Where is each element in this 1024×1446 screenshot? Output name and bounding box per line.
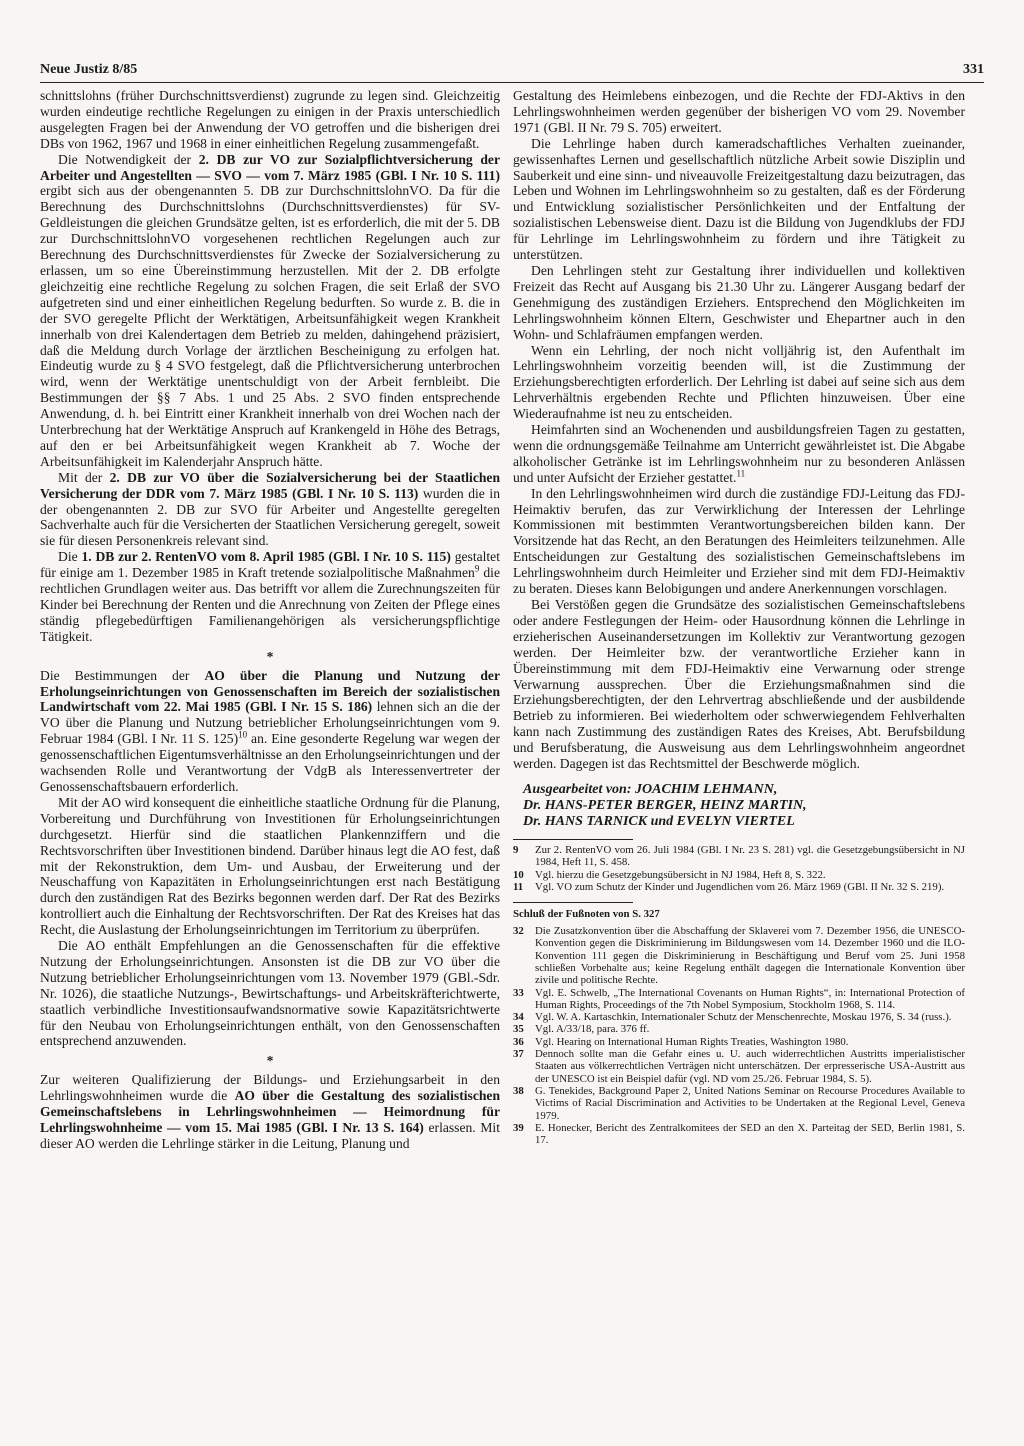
paragraph: Gestaltung des Heimlebens einbezogen, und die Rechte der FDJ-Aktivs in den Lehrlingswohnheimen werden gegenüber der bisherigen VO vom 29. November 1971 (GBl. II Nr. 79 S. 705) erweitert.: [513, 88, 965, 135]
footnotes-continued: [513, 925, 965, 1146]
footnote-text: Dennoch sollte man die Gefahr eines u. U. auch widerrechtlichen Austritts imperialistischer Staaten aus völkerrechtlichen Verträgen nicht unterschätzen. Der erpresserische USA-Austritt aus der UNESCO ist ein Beispiel dafür (vgl. ND vom 25./26. Februar 1984, S. 5).: [535, 1048, 965, 1085]
section-separator: *: [266, 648, 274, 664]
footnote-number: 37: [513, 1048, 524, 1061]
authors-line: Dr. HANS TARNICK und EVELYN VIERTEL: [523, 813, 795, 829]
footnote-text: G. Tenekides, Background Paper 2, United Nations Seminar on Recourse Procedures Available to Victims of Racial Discrimination and Activities to be Undertaken at the Regional Level, Geneva 1979.: [535, 1084, 965, 1122]
footnote: [513, 1036, 965, 1048]
legal-reference: AO über die Gestaltung des sozialistischen Gemeinschaftslebens in Lehrlingswohnheimen — Heimordnung für Lehrlingswohnheime — vom 15. Mai 1985 (GBl. I Nr. 13 S. 164): [40, 1088, 501, 1135]
legal-reference: 2. DB zur VO zur Sozialpflichtversicherung der Arbeiter und Angestellten — SVO — vom 7. März 1985 (GBl. I Nr. 10 S. 111): [40, 151, 500, 183]
paragraph: Heimfahrten sind an Wochenenden und ausbildungsfreien Tagen zu gestatten, wenn die ordnungsgemäße Teilnahme am Unterricht gewährleistet ist. Die Abgabe alkoholischer Getränke ist im Lehrlingswohnheim nur zu besonderen Anlässen und unter Aufsicht der Erzieher gestattet.$^{11}$: [513, 422, 965, 485]
footnote: [513, 987, 965, 1012]
footnote-number: 11: [513, 880, 524, 893]
footnote-text: Vgl. W. A. Kartaschkin, Internationaler Schutz der Menschenrechte, Moskau 1976, S. 34 (russ.).: [535, 1011, 952, 1024]
footnote-text: Vgl. Hearing on International Human Rights Treaties, Washington 1980.: [535, 1035, 849, 1048]
footnote-ref: 11: [736, 468, 746, 479]
left-column: [40, 88, 500, 1152]
paragraph: Mit der 2. DB zur VO über die Sozialversicherung bei der Staatlichen Versicherung der DDR vom 7. März 1985 (GBl. I Nr. 10 S. 113) wurden die in der obengenannten 2. DB zur SVO für Arbeiter und Angestellte geregelten Sachverhalte auch für die Versicherten der Staatlichen Versicherung geregelt, soweit sie für diesen Personenkreis relevant sind.: [40, 469, 501, 549]
footnote-text: Vgl. E. Schwelb, „The International Covenants on Human Rights“, in: International Protection of Human Rights, Proceedings of the 7th Nobel Symposium, Stockholm 1968, S. 114.: [535, 986, 965, 1011]
footnote: [513, 1085, 965, 1122]
footnote-divider: [513, 839, 633, 840]
page-header: [40, 62, 984, 83]
footnote-text: Vgl. VO zum Schutz der Kinder und Jugendlichen vom 26. März 1969 (GBl. II Nr. 32 S. 219).: [535, 880, 945, 893]
legal-reference: 1. DB zur 2. RentenVO vom 8. April 1985 (GBl. I Nr. 10 S. 115): [81, 549, 451, 565]
paragraph: Die Notwendigkeit der 2. DB zur VO zur Sozialpflichtversicherung der Arbeiter und Angestellten — SVO — vom 7. März 1985 (GBl. I Nr. 10 S. 111) ergibt sich aus der obengenannten 5. DB zur DurchschnittslohnVO. Da für die Berechnung des Durchschnittslohns (Durchschnittsverdienstes) für SV-Geldleistungen die gleichen Grundsätze gelten, ist es erforderlich, die mit der 5. DB zur DurchschnittslohnVO vorgesehenen rechtlichen Regelungen auch zur Berechnung des Durchschnittsverdienstes für Zwecke der Sozialversicherung zu erlassen, um so eine Übereinstimmung herzustellen. Mit der 2. DB erfolgte gleichzeitig eine rechtliche Regelung zu solchen Fragen, die seit Erlaß der SVO aufgetreten sind und einer einheitlichen Regelung bedurften. So wurde z. B. die in der SVO geregelte Pflicht der Werktätigen, Arbeitsunfähigkeit wegen Krankheit innerhalb von drei Kalendertagen dem Betrieb zu melden, dahingehend präzisiert, daß die Meldung durch Vorlage der ärztlichen Bescheinigung zu erfolgen hat. Eindeutig wurde zu § 4 SVO festgelegt, daß die Pflichtversicherung unterbrochen wird, wenn der Werktätige unentschuldigt von der Arbeit fernbleibt. Die Bestimmungen der §§ 7 Abs. 1 und 25 Abs. 2 SVO finden entsprechende Anwendung, d. h. bei Eintritt einer Krankheit innerhalb von drei Wochen nach der Unterbrechung hat der Werktätige Anspruch auf Krankengeld in Höhe des Betrags, auf den er bei Arbeitsunfähigkeit wegen Krankheit ab 7. Woche der Arbeitsunfähigkeit im Kalenderjahr Anspruch hätte.: [40, 151, 500, 469]
footnote-number: 35: [513, 1023, 524, 1036]
footnote-number: 10: [513, 868, 524, 881]
footnote-number: 9: [513, 843, 519, 856]
paragraph: In den Lehrlingswohnheimen wird durch die zuständige FDJ-Leitung das FDJ-Heimaktiv berufen, das zur Verwirklichung der Interessen der Lehrlinge Kommissionen mit bestimmten Verantwortungsbereichen bilden kann. Der Vorsitzende hat das Recht, an den Beratungen des Heimleiters teilzunehmen. Alle Entscheidungen zur Gestaltung des sozialistischen Gemeinschaftslebens im Lehrlingswohnheim durch Heimleiter und Erzieher sind mit dem FDJ-Heimaktiv zu beraten. Dieses kann Belobigungen und andere Anerkennungen vorschlagen.: [513, 485, 965, 597]
paragraph: Die AO enthält Empfehlungen an die Genossenschaften für die effektive Nutzung der Erholungseinrichtungen. Ansonsten ist die DB zur VO über die Nutzung betrieblicher Erholungseinrichtungen vom 13. November 1979 (GBl.-Sdr. Nr. 1026), die staatliche Nutzungs-, Bewirtschaftungs- und Arbeitskräfterichtwerte, staatlich verbindliche Investitionsaufwandsnormative sowie Kapazitätsrichtwerte für den Neubau von Erholungseinrichtungen enthält, von den Genossenschaften entsprechend anzuwenden.: [40, 938, 500, 1049]
footnote: [513, 1122, 965, 1147]
legal-reference: AO über die Planung und Nutzung der Erholungseinrichtungen von Genossenschaften im Bereich der sozialistischen Landwirtschaft vom 22. Mai 1985 (GBl. I Nr. 15 S. 186): [40, 667, 500, 715]
page-number: 331: [963, 62, 984, 77]
section-separator: *: [266, 1053, 274, 1069]
paragraph: Zur weiteren Qualifizierung der Bildungs- und Erziehungsarbeit in den Lehrlingswohnheimen wurde die AO über die Gestaltung des sozialistischen Gemeinschaftslebens in Lehrlingswohnheimen — Heimordnung für Lehrlingswohnheime — vom 15. Mai 1985 (GBl. I Nr. 13 S. 164) erlassen. Mit dieser AO werden die Lehrlinge stärker in die Leitung, Planung und: [40, 1072, 501, 1151]
authors-line: Ausgearbeitet von: JOACHIM LEHMANN,: [523, 781, 778, 797]
footnote-ref: 10: [238, 729, 248, 740]
legal-reference: 2. DB zur VO über die Sozialversicherung bei der Staatlichen Versicherung der DDR vom 7. März 1985 (GBl. I Nr. 10 S. 113): [40, 469, 501, 501]
footnote-text: Zur 2. RentenVO vom 26. Juli 1984 (GBl. I Nr. 23 S. 281) vgl. die Gesetzgebungsübersicht in NJ 1984, Heft 11, S. 458.: [535, 843, 965, 869]
footnote: [513, 869, 965, 881]
footnote-number: 39: [513, 1121, 524, 1134]
right-column: [513, 88, 965, 1146]
footnote-divider: [513, 902, 633, 903]
footnote-number: 36: [513, 1035, 524, 1048]
footnote: [513, 844, 965, 869]
footnote: [513, 1023, 965, 1035]
paragraph: Den Lehrlingen steht zur Gestaltung ihrer individuellen und kollektiven Freizeit das Recht auf Ausgang bis 21.30 Uhr zu. Längerer Ausgang bedarf der Genehmigung des zuständigen Erziehers. Entsprechend den Möglichkeiten im Lehrlingswohnheim können Eltern, Geschwister und Ehepartner auch in den Wohn- und Schlafräumen empfangen werden.: [513, 262, 965, 342]
footnote-number: 33: [513, 986, 524, 999]
footnotes: [513, 844, 965, 893]
paragraph: Mit der AO wird konsequent die einheitliche staatliche Ordnung für die Planung, Vorbereitung und Durchführung von Investitionen für Erholungseinrichtungen durchgesetzt. Hierfür sind die staatlichen Plankennziffern und die Rechtsvorschriften über Investitionen bindend. Darüber hinaus legt die AO fest, daß mit der Rekonstruktion, dem Um- und Ausbau, der Erweiterung und der Neuschaffung von Kapazitäten in Erholungseinrichtungen erst nach Bestätigung durch den zuständigen Rat des Bezirks begonnen werden darf. Der Rat des Bezirks kontrolliert auch die Einhaltung der Rechtsvorschriften. Der Rat des Kreises hat das Recht, die Auslastung der Erholungseinrichtungen im Territorium zu überprüfen.: [40, 794, 500, 938]
footnote: [513, 1011, 965, 1023]
authors-block: [513, 782, 965, 830]
paragraph: Die 1. DB zur 2. RentenVO vom 8. April 1985 (GBl. I Nr. 10 S. 115) gestaltet für einige am 1. Dezember 1985 in Kraft tretende sozialpolitische Maßnahmen$^9$ die rechtlichen Grundlagen weiter aus. Das betrifft vor allem die Zurechnungszeiten für Kinder bei Berechnung der Renten und die Anrechnung von Zeiten der Pflege eines ständig pflegebedürftigen Familienangehörigen als versicherungspflichtige Tätigkeit.: [40, 549, 500, 644]
paragraph: Die Lehrlinge haben durch kameradschaftliches Verhalten zueinander, gewissenhaftes Lernen und gesellschaftlich nützliche Arbeit sowie Disziplin und Sauberkeit und eine sinn- und niveauvolle Freizeitgestaltung dazu beizutragen, das Leben und Wohnen im Lehrlingswohnheim so zu gestalten, daß es der Förderung und Entwicklung sozialistischer Persönlichkeiten und der Entfaltung der sozialistischen Lebensweise dient. Dazu ist die Bildung von Jugendklubs der FDJ für Lehrlinge im Lehrlingswohnheim zu fördern und ihre Tätigkeit zu unterstützen.: [513, 135, 965, 263]
paragraph: Wenn ein Lehrling, der noch nicht volljährig ist, den Aufenthalt im Lehrlingswohnheim vorzeitig beenden will, ist die Zustimmung der Erziehungsberechtigten erforderlich. Der Lehrling ist dabei auf seine sich aus dem Lehrverhältnis ergebenden Rechte und Pflichten hinzuweisen. Über eine Wiederaufnahme ist neu zu entscheiden.: [513, 342, 965, 422]
journal-issue: Neue Justiz 8/85: [40, 62, 138, 77]
footnote: [513, 881, 965, 893]
footnote: [513, 925, 965, 986]
footnote-number: 38: [513, 1084, 524, 1097]
footnote-text: E. Honecker, Bericht des Zentralkomitees der SED an den X. Parteitag der SED, Berlin 1981, S. 17.: [535, 1121, 965, 1147]
footnotes-continued-heading: Schluß der Fußnoten von S. 327: [513, 908, 660, 921]
paragraph: Die Bestimmungen der AO über die Planung und Nutzung der Erholungseinrichtungen von Genossenschaften im Bereich der sozialistischen Landwirtschaft vom 22. Mai 1985 (GBl. I Nr. 15 S. 186) lehnen sich an die der VO über die Planung und Nutzung betrieblicher Erholungseinrichtungen vom 9. Februar 1984 (GBl. I Nr. 11 S. 125)$^{10}$ an. Eine gesonderte Regelung war wegen der genossenschaftlichen Eigentumsverhältnisse an den Erholungseinrichtungen und der wachsenden Rolle und Verantwortung der VdgB als Interessenvertreter der Genossenschaftsbauern erforderlich.: [40, 667, 501, 794]
paragraph: Bei Verstößen gegen die Grundsätze des sozialistischen Gemeinschaftslebens oder andere Festlegungen der Heim- oder Hausordnung können die Lehrlinge in erzieherischen Auseinandersetzungen im Kollektiv zur Verantwortung gezogen werden. Der Heimleiter bzw. der verantwortliche Erzieher kann in Übereinstimmung mit dem FDJ-Heimaktiv eine Verwarnung oder strenge Verwarnung aussprechen. Über die Erziehungsmaßnahmen sind die Erziehungsberechtigten, der den Lehrvertrag abschließende und der ausbildende Betrieb zu informieren. Bei wiederholtem oder schwerwiegendem Fehlverhalten kann nach Zustimmung des zuständigen Rates des Kreises, Abt. Berufsbildung und Berufsberatung, die Ausweisung aus dem Lehrlingswohnheim angeordnet werden. Dagegen ist das Rechtsmittel der Beschwerde möglich.: [513, 597, 965, 772]
paragraph: schnittslohns (früher Durchschnittsverdienst) zugrunde zu legen sind. Gleichzeitig wurden eindeutige rechtliche Regelungen zu einigen in der Praxis unterschiedlich ausgelegten Fragen bei der Anwendung der VO getroffen und die bisherigen drei DBs von 1962, 1967 und 1968 in einer einheitlichen Regelung zusammengefaßt.: [40, 88, 500, 151]
footnote: [513, 1048, 965, 1085]
footnote-number: 32: [513, 925, 524, 938]
footnote-text: Vgl. hierzu die Gesetzgebungsübersicht in NJ 1984, Heft 8, S. 322.: [535, 868, 826, 881]
footnote-number: 34: [513, 1011, 524, 1024]
footnote-ref: 9: [474, 563, 480, 574]
footnote-text: Die Zusatzkonvention über die Abschaffung der Sklaverei vom 7. Dezember 1956, die UNESCO-Konvention gegen die Diskriminierung im Bildungswesen vom 14. Dezember 1960 und die ILO-Konvention 111 gegen die Diskriminierung in Beschäftigung und Beruf vom 25. Juni 1958 schließen Vorbehalte aus; keine Regelung enthält dagegen die Internationale Konvention über zivile und politische Rechte.: [535, 925, 965, 987]
footnote-text: Vgl. A/33/18, para. 376 ff.: [535, 1023, 650, 1036]
authors-line: Dr. HANS-PETER BERGER, HEINZ MARTIN,: [523, 797, 807, 813]
